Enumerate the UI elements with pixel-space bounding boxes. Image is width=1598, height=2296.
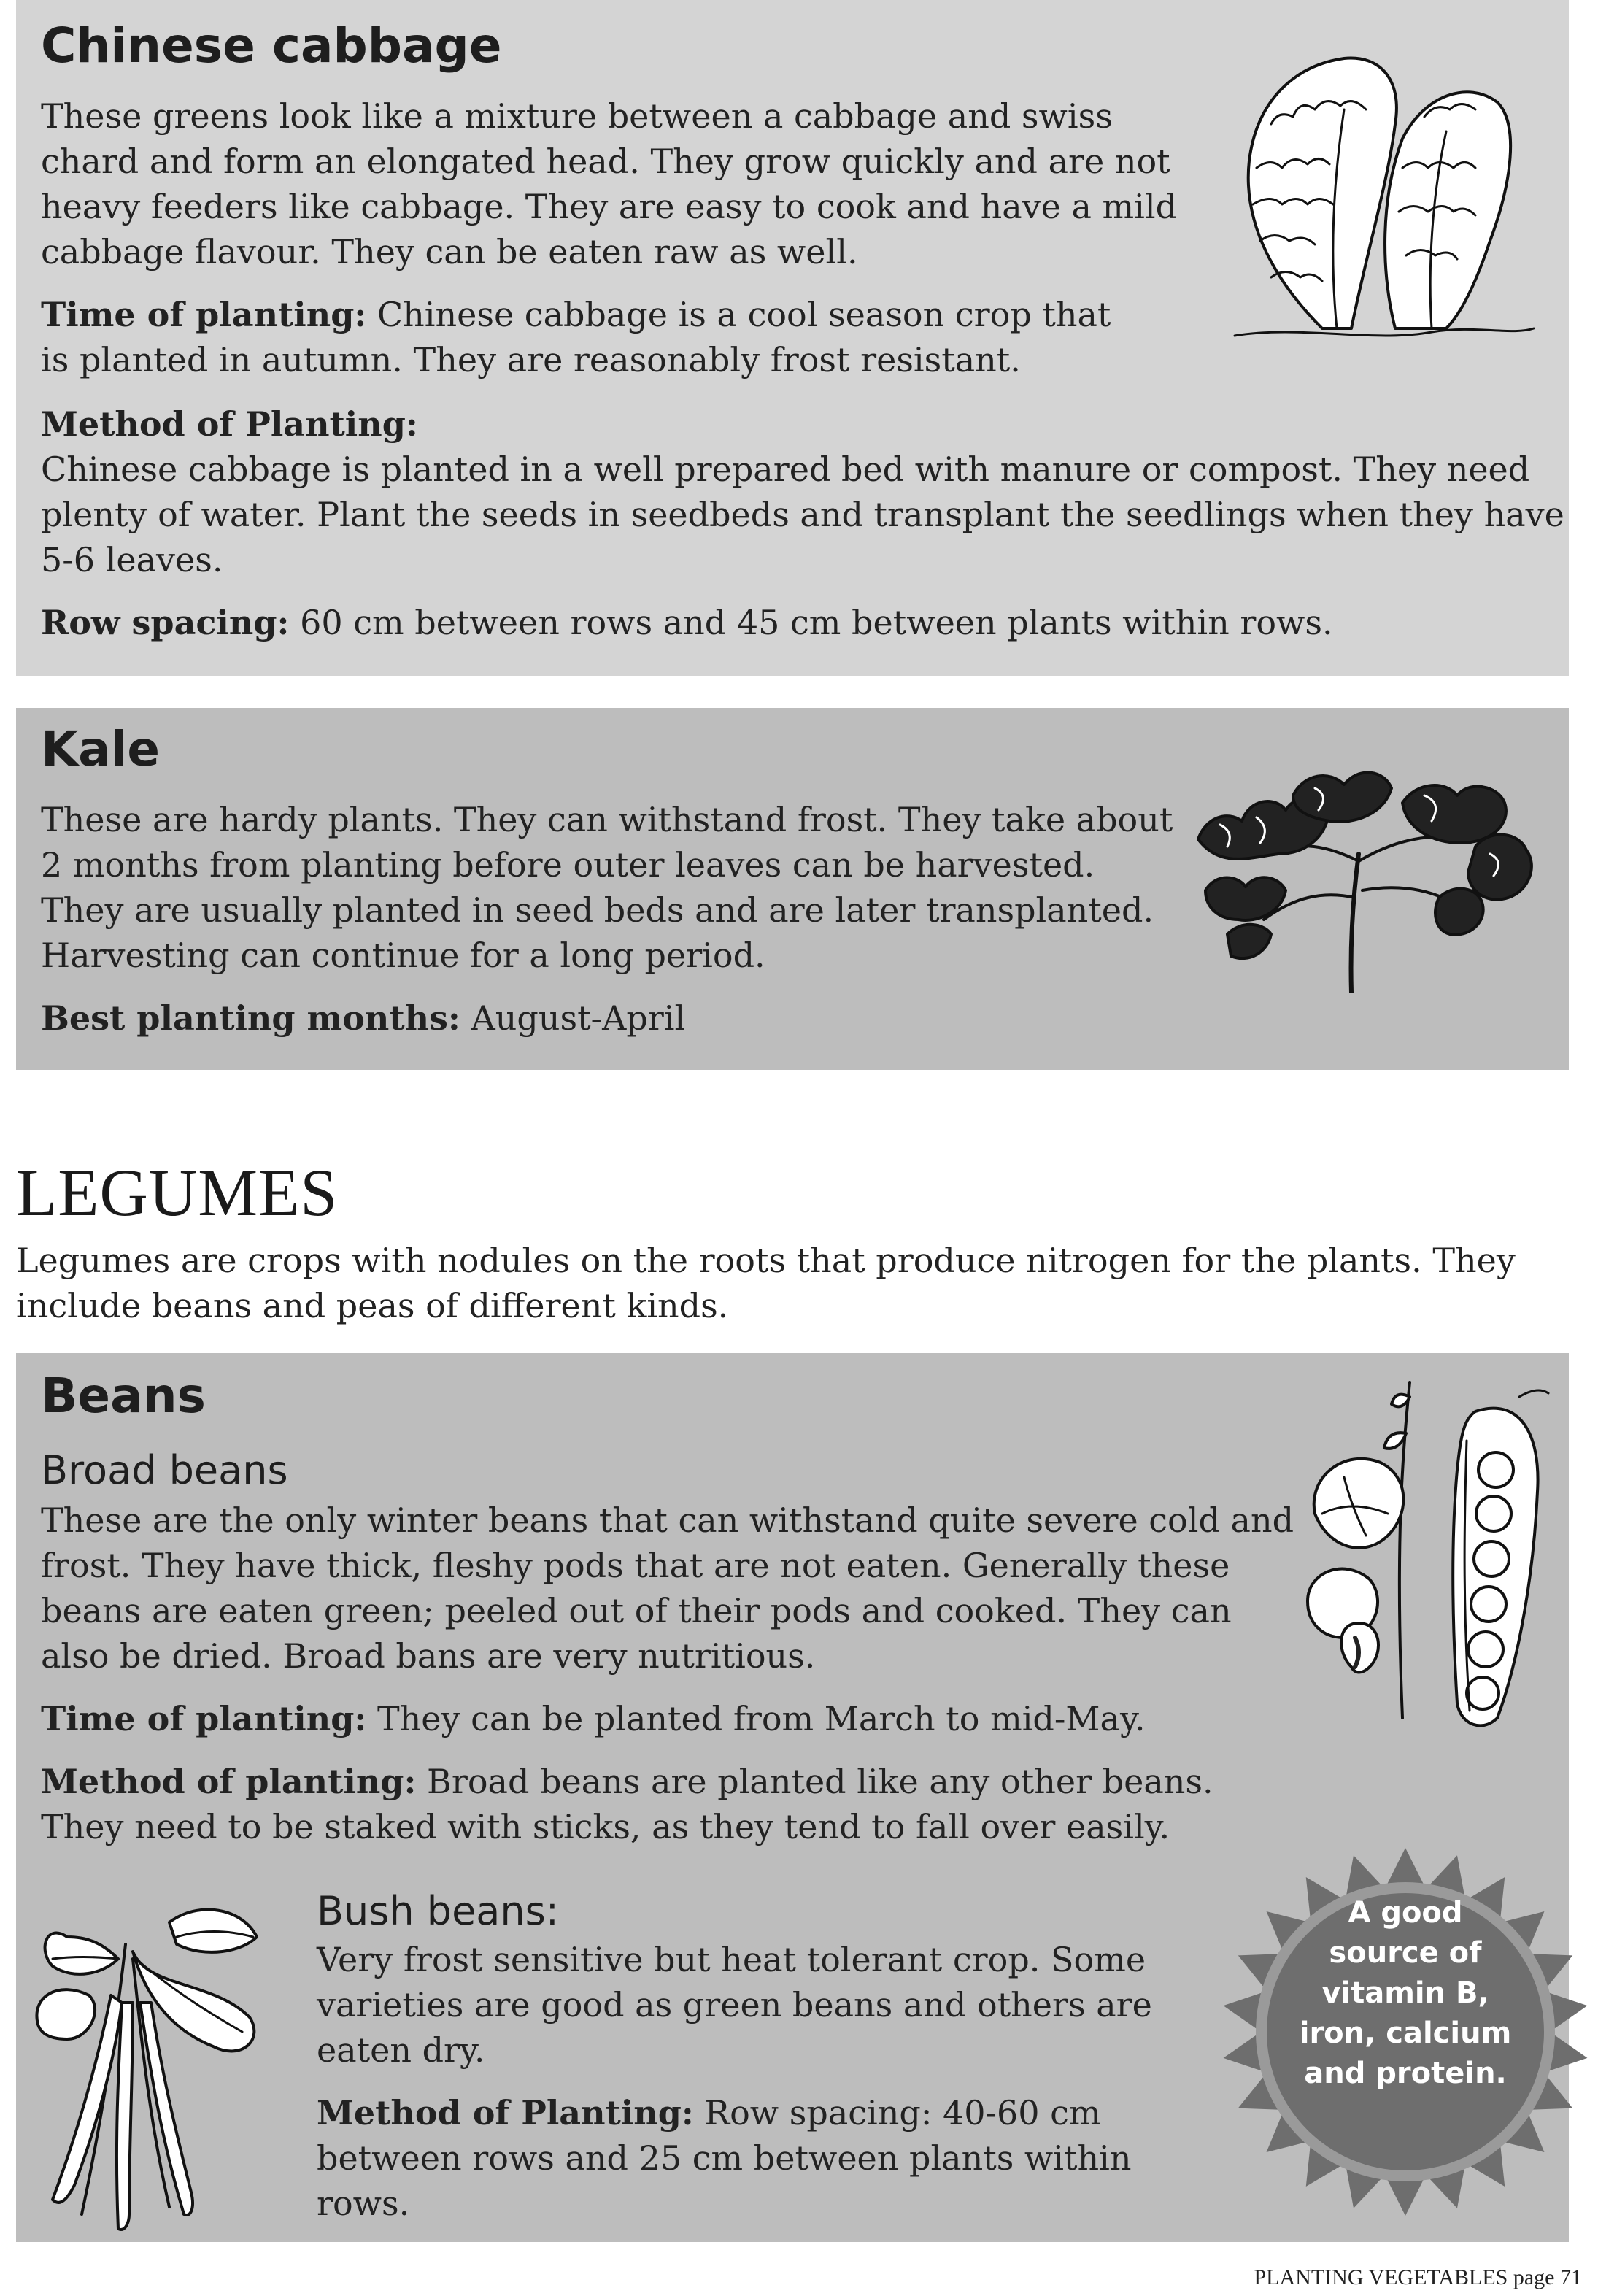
broad-time-text: They can be planted from March to mid-May. xyxy=(366,1699,1146,1738)
chinese-cabbage-title: Chinese cabbage xyxy=(41,18,502,74)
bush-beans-description: Very frost sensitive but heat tolerant crop. Some varieties are good as green beans and others are eaten dry. xyxy=(317,1940,1152,2070)
method-text: Chinese cabbage is planted in a well prepared bed with manure or compost. They need plenty of water. Plant the seeds in seedbeds and transplant the seedlings when they have 5-6 leaves. xyxy=(41,450,1564,579)
bush-beans-method xyxy=(317,2090,1221,2226)
broad-method-text: Broad beans are planted like any other beans. They need to be staked with sticks, as they tend to fall over easily. xyxy=(41,1762,1213,1846)
months-label: Best planting months: xyxy=(41,998,460,1038)
sun-ray xyxy=(1386,1848,1425,1887)
bush-beans-title: Bush beans: xyxy=(317,1888,559,1934)
sun-ray xyxy=(1386,2176,1425,2216)
broad-time-label: Time of planting: xyxy=(41,1699,367,1738)
page-footer: PLANTING VEGETABLES page 71 xyxy=(1254,2265,1582,2289)
kale-section xyxy=(16,708,1569,1070)
months-text: August-April xyxy=(460,998,686,1038)
bush-method-text: Row spacing: 40-60 cm between rows and 25 cm between plants within rows. xyxy=(317,2093,1132,2223)
chinese-cabbage-description: These greens look like a mixture between a cabbage and swiss chard and form an elongated head. They grow quickly and are not heavy feeders like cabbage. They are easy to cook and have a mild cabbage flavour. They can be eaten raw as well. xyxy=(41,96,1178,271)
legumes-heading: LEGUMES xyxy=(16,1155,339,1230)
bush-bean-drawing xyxy=(23,1893,301,2236)
badge-text: A good source of vitamin B, iron, calcium and protein. xyxy=(1299,1896,1512,2090)
time-text: Chinese cabbage is a cool season crop that is planted in autumn. They are reasonably frost resistant. xyxy=(41,295,1111,380)
spacing-text: 60 cm between rows and 45 cm between plants within rows. xyxy=(289,603,1333,642)
broad-beans-title: Broad beans xyxy=(41,1447,288,1493)
legumes-intro: Legumes are crops with nodules on the roots that produce nitrogen for the plants. They include beans and peas of different kinds. xyxy=(16,1241,1516,1325)
kale-best-planting-months xyxy=(41,995,1179,1041)
kale-description: These are hardy plants. They can withstand frost. They take about 2 months from planting before outer leaves can be harvested. They are usually planted in seed beds and are later transplanted. Harvesting can continue for a long period. xyxy=(41,800,1173,975)
broad-beans-method xyxy=(41,1759,1267,1849)
spacing-label: Row spacing: xyxy=(41,603,290,642)
chinese-cabbage-row-spacing xyxy=(41,600,1566,645)
broad-bean-drawing xyxy=(1300,1368,1563,1740)
beans-title: Beans xyxy=(41,1368,206,1424)
broad-beans-time-of-planting xyxy=(41,1696,1296,1741)
broad-method-label: Method of planting: xyxy=(41,1762,417,1801)
kale-title: Kale xyxy=(41,721,161,777)
time-label: Time of planting: xyxy=(41,295,367,334)
chinese-cabbage-section xyxy=(16,0,1569,676)
nutrition-badge xyxy=(1220,1846,1591,2217)
chinese-cabbage-time-of-planting xyxy=(41,292,1121,382)
chinese-cabbage-drawing xyxy=(1213,36,1548,343)
method-label: Method of Planting: xyxy=(41,404,418,444)
bush-method-label: Method of Planting: xyxy=(317,2093,694,2133)
broad-beans-description: These are the only winter beans that can withstand quite severe cold and frost. They have thick, fleshy pods that are not eaten. Generally these beans are eaten green; peeled out of their pods and cooked. They can also be dried. Broad bans are very nutritious. xyxy=(41,1501,1294,1676)
chinese-cabbage-method xyxy=(41,401,1566,582)
kale-drawing xyxy=(1184,752,1548,993)
